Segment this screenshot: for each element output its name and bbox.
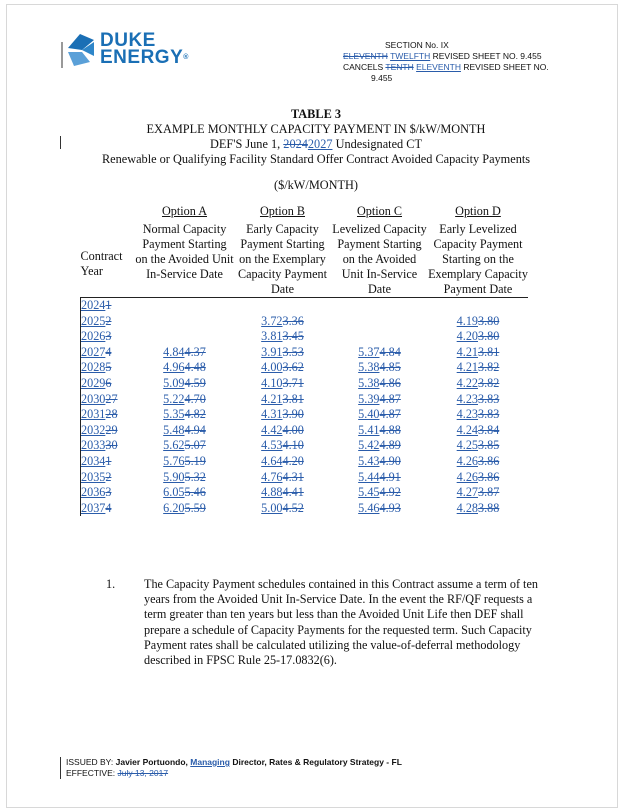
option-b-cell: 4.764.31 — [261, 469, 304, 484]
option-d-cell: 4.253.85 — [456, 438, 500, 453]
table-row — [81, 314, 529, 330]
table-row — [81, 345, 529, 361]
table-row — [81, 407, 529, 423]
table-row — [81, 392, 529, 408]
option-a-cell: 5.765.19 — [163, 453, 206, 468]
option-c-cell: 5.464.93 — [358, 500, 401, 515]
option-d-cell: 4.213.81 — [456, 344, 500, 359]
option-b-cell: 4.884.41 — [261, 485, 304, 500]
table-row — [81, 438, 529, 454]
option-b-cell — [234, 298, 331, 314]
table-row — [81, 454, 529, 470]
table-title — [60, 107, 572, 167]
title-subline: Renewable or Qualifying Facility Standard Offer Contract Avoided Capacity Payments — [101, 152, 531, 166]
footnote-number: 1. — [106, 577, 116, 591]
footnote-text: The Capacity Payment schedules contained in this Contract assume a term of ten years from the Avoided Unit In-Service Date. In the event the RF/QF requests a term greater than ten years but less than the Avoided Unit Life then DEF shall prepare a schedule of Capacity Payments for the requested term. Such Capacity Payment rates shall be calculated utilizing the value-of-deferral methodology described in FPSC Rule 25-17.0832(6). — [144, 577, 538, 668]
contract-year-cell: 20241 — [81, 298, 136, 314]
contract-year-cell: 203330 — [81, 438, 136, 454]
contract-year-cell: 20285 — [81, 360, 136, 376]
capacity-payment-table — [80, 204, 528, 516]
option-b-cell: 4.103.71 — [261, 375, 304, 390]
header-option-d: Option D Early Levelized Capacity Payment Starting on the Exemplary Capacity Payment Date — [428, 204, 528, 296]
header-contract-year: Contract Year — [81, 204, 136, 298]
option-d-cell: 4.223.82 — [456, 375, 500, 390]
table-number: TABLE 3 — [291, 107, 341, 121]
contract-year-cell: 20296 — [81, 376, 136, 392]
option-d-cell: 4.263.86 — [456, 469, 500, 484]
effective-line: EFFECTIVE: July 13, 2017 — [66, 768, 169, 778]
sheet-header — [343, 40, 573, 84]
contract-year-cell: 20352 — [81, 470, 136, 486]
contract-year-cell: 20374 — [81, 501, 136, 517]
unit-label: ($/kW/MONTH) — [273, 178, 358, 192]
contract-year-cell: 20252 — [81, 314, 136, 330]
option-d-cell: 4.193.80 — [456, 313, 500, 328]
option-a-cell — [135, 298, 234, 314]
logo-trademark: ® — [183, 54, 189, 61]
header-option-b: Option B Early Capacity Payment Starting on the Exemplary Capacity Payment Date — [234, 204, 331, 298]
option-a-cell: 6.205.59 — [163, 500, 206, 515]
option-b-cell: 4.213.81 — [261, 391, 304, 406]
option-b-cell: 4.644.20 — [261, 453, 304, 468]
option-d-cell: 4.233.83 — [456, 391, 500, 406]
option-a-cell: 6.055.46 — [163, 485, 206, 500]
table-row — [81, 423, 529, 439]
contract-year-cell: 203229 — [81, 423, 136, 439]
option-c-cell: 5.384.85 — [358, 360, 401, 375]
option-a-cell — [135, 314, 234, 330]
table-row — [81, 298, 529, 314]
option-b-cell: 4.313.90 — [261, 407, 304, 422]
option-a-cell: 5.905.32 — [163, 469, 206, 484]
logo-line2: ENERGY — [100, 47, 184, 68]
option-c-cell: 5.424.89 — [358, 438, 401, 453]
option-b-cell: 4.534.10 — [261, 438, 304, 453]
duke-energy-logo — [60, 28, 189, 72]
option-d-cell: 4.273.87 — [456, 485, 500, 500]
option-c-cell — [331, 329, 428, 345]
option-a-cell: 5.224.70 — [163, 391, 206, 406]
option-c-cell — [331, 298, 428, 314]
option-b-cell: 3.913.53 — [261, 344, 304, 359]
contract-year-cell: 20263 — [81, 329, 136, 345]
option-c-cell: 5.434.90 — [358, 453, 401, 468]
contract-year-cell: 20341 — [81, 454, 136, 470]
table-row — [81, 360, 529, 376]
option-b-cell: 4.003.62 — [261, 360, 304, 375]
title-date-line: DEF'S June 1, 20242027 Undesignated CT — [210, 137, 422, 151]
table-row — [81, 470, 529, 486]
option-d-cell: 4.263.86 — [456, 453, 500, 468]
option-d-cell: 4.233.83 — [456, 407, 500, 422]
header-option-a: Option A Normal Capacity Payment Starting on the Avoided Unit In-Service Date — [135, 204, 234, 298]
option-a-cell: 5.625.07 — [163, 438, 206, 453]
table-body — [81, 298, 529, 517]
contract-year-cell: 20274 — [81, 345, 136, 361]
table-row — [81, 376, 529, 392]
table-row — [81, 485, 529, 501]
option-d-cell: 4.243.84 — [456, 422, 500, 437]
option-c-cell: 5.444.91 — [358, 469, 401, 484]
option-d-cell: 4.283.88 — [456, 500, 500, 515]
header-option-c: Option C Levelized Capacity Payment Starting on the Avoided Unit In-Service Date — [332, 204, 427, 296]
section-line: SECTION No. IX — [385, 40, 449, 50]
option-b-cell: 3.813.45 — [261, 329, 304, 344]
option-b-cell: 4.424.00 — [261, 422, 304, 437]
option-a-cell: 4.844.37 — [163, 344, 206, 359]
table-row — [81, 501, 529, 517]
option-c-cell: 5.384.86 — [358, 375, 401, 390]
option-d-cell — [428, 298, 528, 314]
duke-energy-mark-icon — [60, 28, 98, 72]
footnote — [106, 577, 550, 668]
option-d-cell: 4.213.82 — [456, 360, 500, 375]
sheet-number-line: 9.455 — [371, 73, 393, 83]
option-a-cell: 5.484.94 — [163, 422, 206, 437]
revision-bar — [60, 757, 61, 779]
table-row — [81, 329, 529, 345]
title-line: EXAMPLE MONTHLY CAPACITY PAYMENT IN $/kW/MONTH — [146, 122, 486, 136]
contract-year-cell: 203027 — [81, 392, 136, 408]
option-d-cell: 4.203.80 — [456, 329, 500, 344]
option-a-cell: 4.964.48 — [163, 360, 206, 375]
option-a-cell — [135, 329, 234, 345]
issued-footer — [66, 757, 402, 779]
contract-year-cell: 20363 — [81, 485, 136, 501]
option-b-cell: 5.004.52 — [261, 500, 304, 515]
option-b-cell: 3.723.36 — [261, 313, 304, 328]
option-c-cell: 5.454.92 — [358, 485, 401, 500]
cancels-line: CANCELS TENTH ELEVENTH REVISED SHEET NO. — [343, 62, 549, 72]
issued-by-line: ISSUED BY: Javier Portuondo, Managing Director, Rates & Regulatory Strategy - FL — [66, 757, 402, 767]
option-c-cell: 5.404.87 — [358, 407, 401, 422]
option-c-cell — [331, 314, 428, 330]
option-a-cell: 5.094.59 — [163, 375, 206, 390]
option-c-cell: 5.374.84 — [358, 344, 401, 359]
contract-year-cell: 203128 — [81, 407, 136, 423]
revised-sheet-line: ELEVENTH TWELFTH REVISED SHEET NO. 9.455 — [343, 51, 542, 61]
option-c-cell: 5.414.88 — [358, 422, 401, 437]
option-c-cell: 5.394.87 — [358, 391, 401, 406]
logo-line1: DUKE — [100, 30, 156, 51]
option-a-cell: 5.354.82 — [163, 407, 206, 422]
